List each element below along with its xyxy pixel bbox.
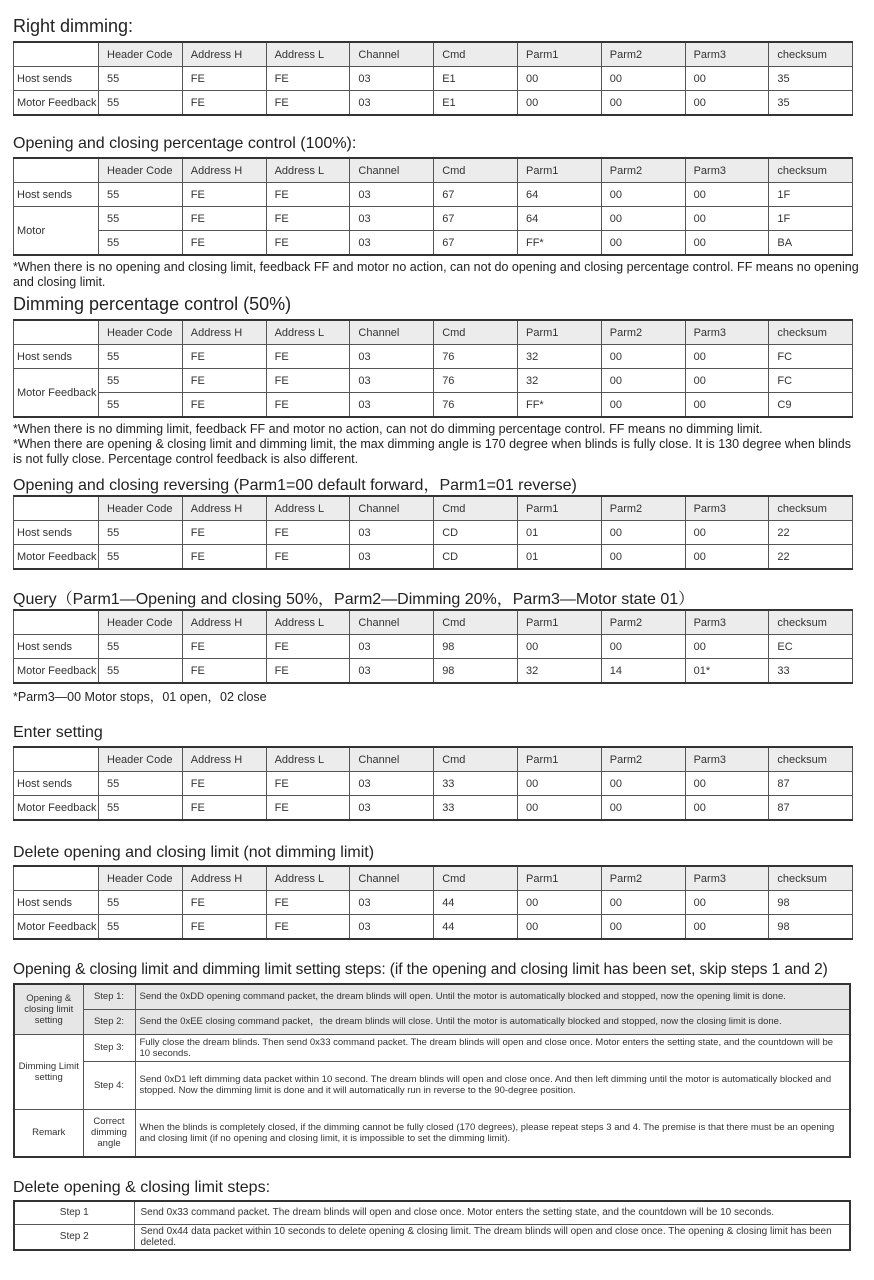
col-header: Address L [266,866,350,891]
table-cell: 00 [685,207,769,231]
col-header: Parm3 [685,610,769,635]
table-cell: 55 [99,393,183,418]
right-dimming-table [13,41,853,116]
table-cell: 00 [517,891,601,915]
table-cell: FE [182,915,266,940]
table-cell: FE [266,545,350,570]
table-cell: 14 [601,659,685,684]
table-cell: FE [266,635,350,659]
col-header: checksum [769,747,853,772]
table-cell: 00 [685,521,769,545]
col-header: Channel [350,747,434,772]
col-header: Cmd [434,320,518,345]
footnote: *When there are opening & closing limit and dimming limit, the max dimming angle is 170 degree when blinds is fully close. It is 130 degree when blinds is not fully close. Percentage control feedback is also different. [13,437,851,466]
col-header: Cmd [434,747,518,772]
col-header: Address L [266,320,350,345]
table-cell: E1 [434,91,518,116]
table-cell: 03 [350,521,434,545]
table-cell: FE [266,521,350,545]
table-cell: 03 [350,796,434,821]
table-cell: 87 [769,772,853,796]
table-cell: 55 [99,635,183,659]
table-cell: 00 [517,67,601,91]
table-cell: BA [769,231,853,256]
table-cell: FE [182,891,266,915]
row-label: Motor Feedback [14,796,99,821]
row-label: Host sends [14,635,99,659]
section-title-open-close-percentage: Opening and closing percentage control (100%): [13,135,357,152]
table-cell: FE [182,345,266,369]
step-label: Step 4: [83,1061,135,1109]
table-cell: 35 [769,67,853,91]
row-label: Motor [14,207,99,256]
table-cell: 03 [350,772,434,796]
col-header: Parm2 [601,158,685,183]
table-cell: FE [182,91,266,116]
step-label: Step 3: [83,1034,135,1061]
table-row [14,345,853,369]
col-header: Parm2 [601,866,685,891]
table-cell: 64 [517,183,601,207]
row-label: Host sends [14,67,99,91]
table-cell: FE [266,772,350,796]
row-label: Motor Feedback [14,545,99,570]
section-title-right-dimming: Right dimming: [13,16,134,36]
col-header: Channel [350,158,434,183]
col-header: Channel [350,42,434,67]
col-header: Address H [182,747,266,772]
table-row [14,521,853,545]
table-cell: 01 [517,545,601,570]
table-cell: 1F [769,183,853,207]
table-cell: 32 [517,369,601,393]
col-header: Cmd [434,866,518,891]
table-cell: 00 [685,183,769,207]
table-cell: 00 [685,231,769,256]
table-cell: 00 [685,915,769,940]
row-label: Motor Feedback [14,659,99,684]
dimming-percentage-table [13,319,853,418]
col-header: Cmd [434,42,518,67]
table-cell: 33 [769,659,853,684]
col-header: Address L [266,42,350,67]
table-cell: 76 [434,345,518,369]
table-cell: 33 [434,772,518,796]
row-label: Host sends [14,772,99,796]
col-header: Header Code [99,866,183,891]
col-header: Parm1 [517,42,601,67]
row-label: Host sends [14,521,99,545]
table-cell: FC [769,369,853,393]
table-cell: 00 [517,796,601,821]
table-cell: FE [266,659,350,684]
table-row [14,1034,850,1061]
col-header: Parm1 [517,610,601,635]
table-cell: 55 [99,796,183,821]
table-cell: 55 [99,521,183,545]
col-header: Header Code [99,42,183,67]
table-cell: FE [266,891,350,915]
step-label: Step 2 [14,1224,134,1250]
footnote: *Parm3—00 Motor stops，01 open，02 close [13,690,267,704]
table-cell: 55 [99,545,183,570]
col-header: Header Code [99,320,183,345]
table-cell: 03 [350,891,434,915]
col-header: Parm1 [517,158,601,183]
step-label: Step 1 [14,1201,134,1224]
col-header: Parm3 [685,866,769,891]
table-cell: 55 [99,915,183,940]
table-cell: 55 [99,369,183,393]
step-text: Fully close the dream blinds. Then send 0x33 command packet. The dream blinds will open and close once. Motor enters the setting state, and the countdown will be 10 seconds. [135,1034,850,1061]
table-cell: FE [182,772,266,796]
enter-setting-table [13,746,853,821]
col-header: Address H [182,320,266,345]
table-cell: CD [434,545,518,570]
table-row [14,915,853,940]
table-cell: 22 [769,545,853,570]
group-label: Dimming Limit setting [14,1034,83,1109]
table-cell: 33 [434,796,518,821]
table-cell: FE [182,67,266,91]
table-cell: 00 [601,521,685,545]
section-title-dimming-percentage: Dimming percentage control (50%) [13,294,292,314]
table-cell: 76 [434,393,518,418]
table-cell: 98 [434,635,518,659]
table-cell: 00 [685,67,769,91]
table-cell: 00 [601,183,685,207]
col-header: Parm2 [601,320,685,345]
table-cell: 44 [434,915,518,940]
table-row [14,796,853,821]
table-cell: 00 [685,393,769,418]
table-cell: 03 [350,183,434,207]
table-cell: FE [266,207,350,231]
row-label: Host sends [14,891,99,915]
table-row [14,369,853,393]
table-cell: FE [182,183,266,207]
table-cell: 98 [434,659,518,684]
table-row [14,1009,850,1034]
col-header: Parm3 [685,42,769,67]
table-cell: 67 [434,207,518,231]
col-header: checksum [769,320,853,345]
col-header: Cmd [434,496,518,521]
col-header: Header Code [99,158,183,183]
table-row [14,984,850,1009]
table-cell: 35 [769,91,853,116]
group-label: Opening & closing limit setting [14,984,83,1034]
table-cell: 00 [601,91,685,116]
row-label: Motor Feedback [14,369,99,418]
table-header-row [14,496,853,521]
table-cell: 03 [350,67,434,91]
col-header: Parm3 [685,496,769,521]
col-header: Parm3 [685,747,769,772]
table-cell: FE [266,915,350,940]
step-label: Step 1: [83,984,135,1009]
table-cell: 00 [685,772,769,796]
col-header: Parm3 [685,320,769,345]
table-cell: 00 [685,345,769,369]
table-cell: 00 [601,796,685,821]
col-header: Channel [350,320,434,345]
open-close-percentage-table [13,157,853,256]
table-cell: 67 [434,231,518,256]
table-row [14,67,853,91]
table-row [14,91,853,116]
table-cell: 67 [434,183,518,207]
table-cell: C9 [769,393,853,418]
col-header: Parm1 [517,496,601,521]
table-cell: 00 [517,915,601,940]
col-header: Address H [182,866,266,891]
table-cell: FE [266,369,350,393]
table-cell: FE [266,796,350,821]
section-title-setting-steps: Opening & closing limit and dimming limit setting steps: (if the opening and closing limit has been set, skip steps 1 and 2) [13,961,828,978]
col-header: Channel [350,866,434,891]
delete-limit-table [13,865,853,940]
step-label: Step 2: [83,1009,135,1034]
table-cell: 55 [99,659,183,684]
table-row [14,1109,850,1157]
table-cell: FE [182,521,266,545]
table-cell: 00 [685,545,769,570]
col-header: Address H [182,496,266,521]
table-cell: EC [769,635,853,659]
table-cell: 00 [685,796,769,821]
row-label: Host sends [14,345,99,369]
table-cell: 55 [99,345,183,369]
table-cell: 03 [350,393,434,418]
table-cell: FF* [517,393,601,418]
section-title-query: Query（Parm1—Opening and closing 50%，Parm2—Dimming 20%，Parm3—Motor state 01） [13,591,695,608]
step-text: Send the 0xEE closing command packet，the dream blinds will close. Until the motor is automatically blocked and stopped, now the closing limit is done. [135,1009,850,1034]
section-title-delete-steps: Delete opening & closing limit steps: [13,1179,271,1196]
table-cell: 03 [350,231,434,256]
col-header: Address L [266,158,350,183]
col-header: Parm1 [517,866,601,891]
delete-steps-table [13,1200,851,1251]
table-cell: 00 [601,545,685,570]
table-header-row [14,42,853,67]
table-cell: 00 [685,635,769,659]
table-cell: FF* [517,231,601,256]
col-header: Parm2 [601,747,685,772]
table-cell: E1 [434,67,518,91]
table-cell: 03 [350,635,434,659]
col-header: Header Code [99,747,183,772]
table-cell: 00 [685,369,769,393]
table-cell: 00 [601,207,685,231]
table-cell: 00 [685,91,769,116]
table-cell: 03 [350,915,434,940]
table-cell: 01 [517,521,601,545]
table-cell: 00 [601,231,685,256]
table-cell: FE [182,635,266,659]
col-header: Parm3 [685,158,769,183]
group-label: Remark [14,1109,83,1157]
table-row [14,659,853,684]
section-title-delete-limit: Delete opening and closing limit (not dimming limit) [13,844,375,861]
col-header: checksum [769,158,853,183]
table-row [14,183,853,207]
table-cell: 55 [99,183,183,207]
table-cell: 98 [769,891,853,915]
step-text: Send 0x33 command packet. The dream blinds will open and close once. Motor enters the setting state, and the countdown will be 10 seconds. [134,1201,850,1224]
table-cell: 00 [601,635,685,659]
table-cell: 03 [350,369,434,393]
table-cell: 00 [601,67,685,91]
table-cell: 03 [350,207,434,231]
table-cell: 87 [769,796,853,821]
table-cell: 64 [517,207,601,231]
col-header: Parm2 [601,496,685,521]
table-cell: 03 [350,545,434,570]
col-header: Address L [266,747,350,772]
table-cell: 98 [769,915,853,940]
section-title-reversing: Opening and closing reversing (Parm1=00 default forward，Parm1=01 reverse) [13,477,577,494]
col-header: Address H [182,610,266,635]
table-row [14,545,853,570]
table-cell: 55 [99,891,183,915]
table-cell: 00 [601,369,685,393]
table-cell: 03 [350,659,434,684]
col-header: Channel [350,610,434,635]
table-cell: FC [769,345,853,369]
table-row [14,891,853,915]
col-header: Channel [350,496,434,521]
table-cell: 32 [517,659,601,684]
col-header: checksum [769,866,853,891]
col-header: Parm1 [517,320,601,345]
table-cell: FE [182,659,266,684]
setting-steps-table [13,983,851,1158]
col-header: checksum [769,42,853,67]
table-cell: FE [182,545,266,570]
table-row [14,1224,850,1250]
table-cell: FE [182,393,266,418]
table-cell: 00 [601,345,685,369]
table-cell: 55 [99,67,183,91]
step-text: Send 0xD1 left dimming data packet within 10 second. The dream blinds will open and close once. And then left dimming until the motor is automatically blocked and stopped. Now the dimming limit is done and it will automatically run in reverse to the 90-degree position. [135,1061,850,1109]
table-cell: 01* [685,659,769,684]
col-header: Header Code [99,610,183,635]
table-header-row [14,320,853,345]
table-header-row [14,610,853,635]
table-cell: FE [266,393,350,418]
col-header: Address H [182,42,266,67]
table-cell: 00 [601,772,685,796]
table-cell: 00 [517,635,601,659]
table-cell: 00 [685,891,769,915]
table-cell: FE [266,183,350,207]
query-table [13,609,853,684]
table-cell: CD [434,521,518,545]
table-cell: 03 [350,91,434,116]
table-cell: 03 [350,345,434,369]
table-row [14,1061,850,1109]
table-cell: 55 [99,231,183,256]
row-label: Motor Feedback [14,915,99,940]
col-header: Address H [182,158,266,183]
col-header: Cmd [434,158,518,183]
table-row [14,635,853,659]
table-cell: FE [266,231,350,256]
table-cell: 00 [601,891,685,915]
row-label: Host sends [14,183,99,207]
table-header-row [14,747,853,772]
reversing-table [13,495,853,570]
table-row [14,231,853,256]
table-cell: 55 [99,91,183,116]
col-header: checksum [769,610,853,635]
col-header: Parm1 [517,747,601,772]
table-cell: 00 [601,393,685,418]
table-cell: FE [182,369,266,393]
table-cell: 00 [601,915,685,940]
col-header: Parm2 [601,610,685,635]
table-header-row [14,158,853,183]
table-cell: FE [182,231,266,256]
table-header-row [14,866,853,891]
step-text: When the blinds is completely closed, if the dimming cannot be fully closed (170 degrees), please repeat steps 3 and 4. The premise is that there must be an opening and closing limit (if no opening and closing limit, it is impossible to set the dimming limit). [135,1109,850,1157]
table-cell: 00 [517,772,601,796]
col-header: Cmd [434,610,518,635]
table-cell: FE [182,207,266,231]
step-text: Send the 0xDD opening command packet, the dream blinds will open. Until the motor is automatically blocked and stopped, now the opening limit is done. [135,984,850,1009]
table-cell: 1F [769,207,853,231]
table-cell: FE [266,91,350,116]
table-cell: 55 [99,772,183,796]
table-cell: FE [182,796,266,821]
col-header: Address L [266,610,350,635]
step-text: Send 0x44 data packet within 10 seconds to delete opening & closing limit. The dream blinds will open and close once. The opening & closing limit has been deleted. [134,1224,850,1250]
table-cell: 55 [99,207,183,231]
table-cell: FE [266,67,350,91]
footnote: *When there is no dimming limit, feedback FF and motor no action, can not do dimming percentage control. FF means no dimming limit. [13,422,763,436]
step-label: Correct dimming angle [83,1109,135,1157]
table-row [14,207,853,231]
row-label: Motor Feedback [14,91,99,116]
table-row [14,393,853,418]
section-title-enter-setting: Enter setting [13,724,103,741]
table-row [14,772,853,796]
footnote: *When there is no opening and closing limit, feedback FF and motor no action, can not do opening and closing percentage control. FF means no opening and closing limit. [13,260,859,289]
col-header: checksum [769,496,853,521]
table-row [14,1201,850,1224]
table-cell: 00 [517,91,601,116]
table-cell: 76 [434,369,518,393]
table-cell: 44 [434,891,518,915]
col-header: Address L [266,496,350,521]
table-cell: 32 [517,345,601,369]
table-cell: FE [266,345,350,369]
col-header: Header Code [99,496,183,521]
col-header: Parm2 [601,42,685,67]
table-cell: 22 [769,521,853,545]
